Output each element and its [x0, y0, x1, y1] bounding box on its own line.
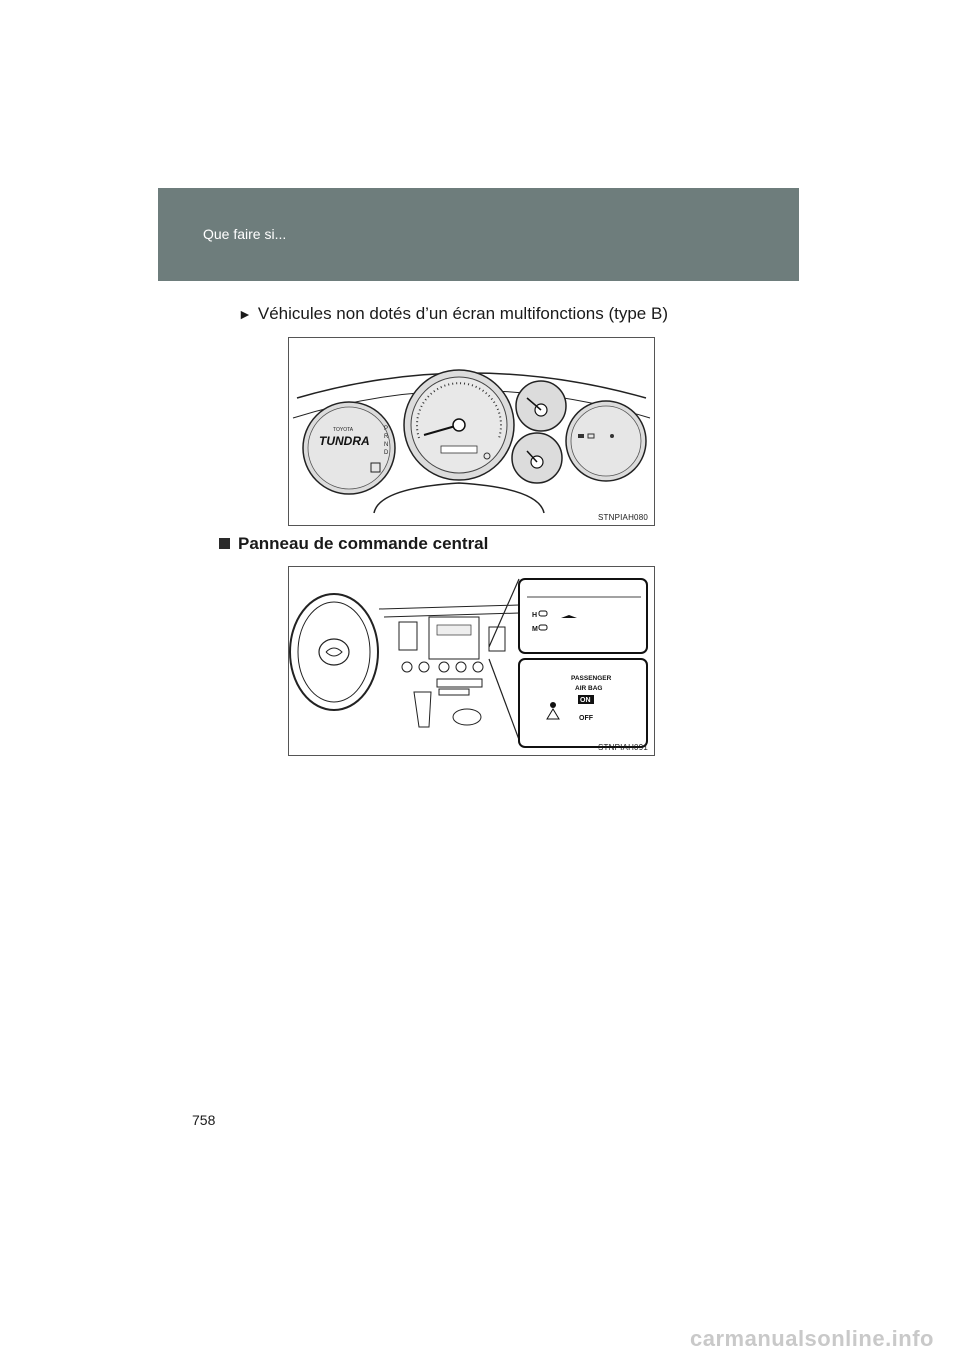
gear-letter: P	[384, 426, 389, 432]
figure-code: STNPIAH080	[597, 513, 648, 522]
indicator-label: M	[532, 626, 538, 633]
section-heading	[219, 534, 488, 554]
figure-code: STNPIAH091	[597, 743, 648, 752]
airbag-label-line1: PASSENGER	[571, 675, 612, 682]
instrument-cluster-figure	[288, 337, 655, 526]
airbag-label-line2: AIR BAG	[575, 685, 603, 692]
gauge-brand: TUNDRA	[319, 434, 370, 448]
gear-letter: R	[384, 434, 389, 440]
control-panel-figure	[288, 566, 655, 756]
gear-letter: D	[384, 450, 389, 456]
section-header-title: Que faire si...	[203, 226, 287, 242]
gear-letter: N	[384, 442, 389, 448]
watermark: carmanualsonline.info	[690, 1326, 934, 1351]
airbag-on-indicator: ON	[580, 697, 591, 704]
instrument-cluster-illustration	[289, 338, 654, 525]
airbag-off-indicator: OFF	[579, 715, 593, 722]
control-panel-illustration	[289, 567, 654, 755]
page-number: 758	[192, 1112, 216, 1128]
header-band	[158, 188, 799, 281]
triangle-arrow-icon: ►	[238, 306, 252, 322]
subsection-label: Véhicules non dotés d’un écran multifonctions (type B)	[257, 304, 668, 323]
subsection-heading	[238, 304, 668, 324]
indicator-label: H	[532, 612, 538, 619]
gauge-brand-small: TOYOTA	[333, 427, 354, 433]
section-label: Panneau de commande central	[238, 534, 489, 553]
square-bullet-icon	[219, 538, 230, 549]
